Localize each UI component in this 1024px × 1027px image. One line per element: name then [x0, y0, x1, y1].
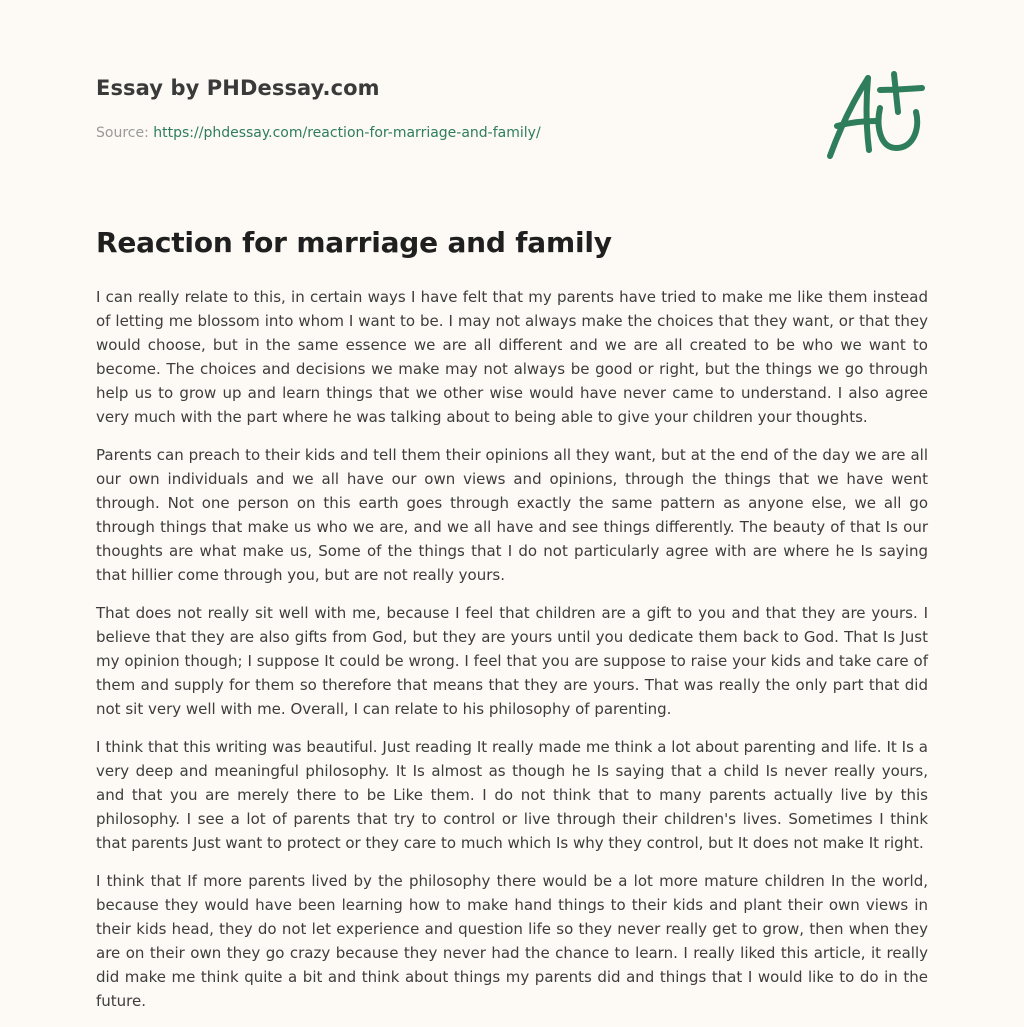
site-brand: Essay by PHDessay.com [96, 76, 380, 100]
essay-paragraph: I think that If more parents lived by the philosophy there would be a lot more mature children In the world, because they would have been learning how to make hand things to their kids and plant their own views in their kids head, they do not let experience and question life so they never really get to grow, then when they are on their own they go crazy because they never had the chance to learn. I really liked this article, it really did make me think quite a bit and think about things my parents did and things that I would like to do in the future. [96, 872, 928, 1010]
essay-paragraph: I can really relate to this, in certain ways I have felt that my parents have tried to make me like them instead of letting me blossom into whom I want to be. I may not always make the choices that they want, or that they would choose, but in the same essence we are all different and we are all created to be who we want to become. The choices and decisions we make may not always be good or right, but the things we go through help us to grow up and learn things that we other wise would have never came to understand. I also agree very much with the part where he was talking about to being able to give your children your thoughts. [96, 288, 928, 426]
essay-body [96, 285, 928, 1027]
essay-title: Reaction for marriage and family [96, 226, 612, 259]
source-line [96, 125, 541, 141]
a-plus-grade-icon [822, 68, 928, 164]
essay-paragraph: Parents can preach to their kids and tell them their opinions all they want, but at the end of the day we are all our own individuals and we all have our own views and opinions, through the things that we have went through. Not one person on this earth goes through exactly the same pattern as anyone else, we all go through things that make us who we are, and we all have and see things differently. The beauty of that Is our thoughts are what make us, Some of the things that I do not particularly agree with are where he Is saying that hillier come through you, but are not really yours. [96, 446, 928, 584]
essay-paragraph: I think that this writing was beautiful. Just reading It really made me think a lot about parenting and life. It Is a very deep and meaningful philosophy. It Is almost as though he Is saying that a child Is never really yours, and that you are merely there to be Like them. I do not think that to many parents actually live by this philosophy. I see a lot of parents that try to control or live through their children's lives. Sometimes I think that parents Just want to protect or they care to much which Is why they control, but It does not make It right. [96, 738, 928, 852]
essay-paragraph: That does not really sit well with me, because I feel that children are a gift to you and that they are yours. I believe that they are also gifts from God, but they are yours until you dedicate them back to God. That Is Just my opinion though; I suppose It could be wrong. I feel that you are suppose to raise your kids and take care of them and supply for them so therefore that means that they are yours. That was really the only part that did not sit very well with me. Overall, I can relate to his philosophy of parenting. [96, 604, 928, 718]
source-label: Source: [96, 125, 149, 141]
source-link[interactable]: https://phdessay.com/reaction-for-marriage-and-family/ [153, 125, 541, 141]
